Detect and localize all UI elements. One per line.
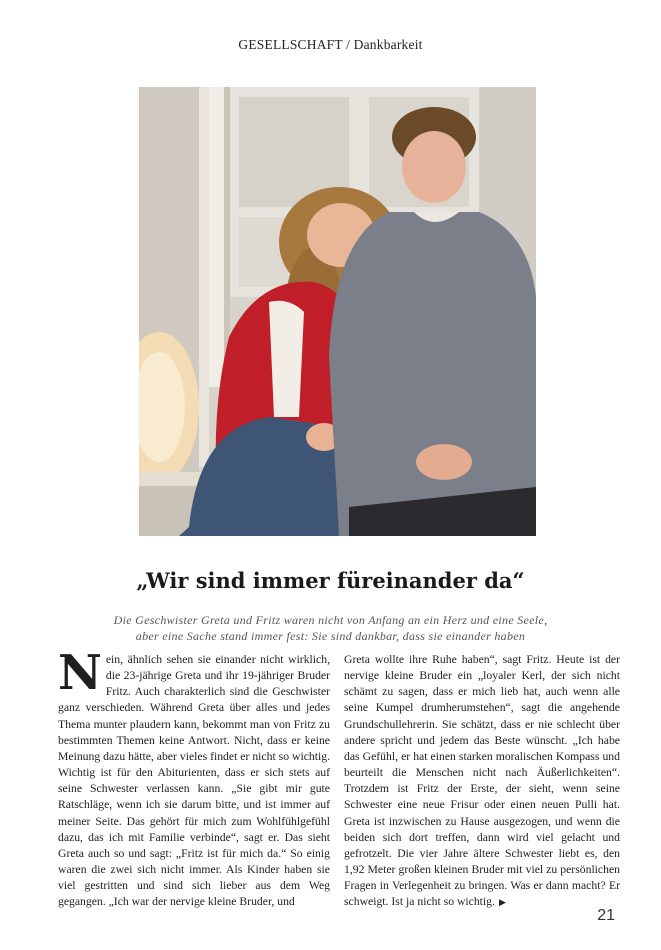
article-column-left (58, 645, 330, 911)
page-number: 21 (597, 907, 615, 924)
column-right-text: Greta wollte ihre Ruhe haben“, sagt Fritz. Heute ist der nervige kleine Bruder ein „loyaler Kerl, der sich nicht schämt zu sagen, dass er mich lieb hat, auch wenn alle seine Kumpel drumherumstehen“, sagt die angehende Grundschullehrerin. Sie schätzt, dass er nie schlecht über andere spricht und jedem das Beste wünscht. „Ich habe das Gefühl, er hat einen starken moralischen Kompass und beurteilt die Menschen nicht nach Äußerlichkeiten“. Trotzdem ist Fritz der Erste, der sieht, wenn seine Schwester eine neue Frisur oder einen neuen Pulli hat. Greta ist inzwischen zu Hause ausgezogen, und wenn die beiden sich dort treffen, dann wird viel gelacht und gefrotzelt. Die vier Jahre ältere Schwester liebt es, den 1,92 Meter großen kleinen Bruder mit viel zu persönlichen Fragen in Verlegenheit zu bringen. Was er dann macht? Er schweigt. Ist ja nicht so wichtig. (344, 653, 620, 909)
article-headline: „Wir sind immer füreinander da“ (136, 568, 525, 593)
article-subtitle (60, 612, 601, 644)
article-photo (139, 87, 536, 536)
subtitle-line-1: Die Geschwister Greta und Fritz waren nicht von Anfang an ein Herz und eine Seele, (113, 613, 548, 627)
column-left-text: ein, ähnlich sehen sie einander nicht wirklich, die 23-jährige Greta und ihr 19-jähriger Bruder Fritz. Auch charakterlich sind die Geschwister ganz verschieden. Während Greta über alles und jedes Thema munter plaudern kann, bekommt man von Fritz zu bestimmten Themen keine Antwort. Nicht, dass er keine Meinung dazu hätte, aber vieles findet er nicht so wichtig. Wichtig ist für den Abiturienten, dass er sich stets auf seine Schwester verlassen kann. „Sie gibt mir gute Ratschläge, wenn ich sie darum bitte, und ist immer auf meiner Seite. Das gehört für mich zum Wohlfühlgefühl dazu, das ich mit Familie verbinde“, sagt er. Das sieht Greta auch so und sagt: „Fritz ist für mich da.“ So einig waren die zwei sich nicht immer. Als Kinder haben sie viel gestritten und sind sich lieber aus dem Weg gegangen. „Ich war der nervige kleine Bruder, und (58, 653, 330, 909)
end-of-article-icon: ▶ (498, 897, 506, 908)
article-column-right (344, 652, 620, 911)
drop-cap: N (58, 645, 102, 701)
subtitle-line-2: aber eine Sache stand immer fest: Sie sind dankbar, dass sie einander haben (135, 629, 526, 643)
section-header: GESELLSCHAFT / Dankbarkeit (238, 37, 423, 52)
